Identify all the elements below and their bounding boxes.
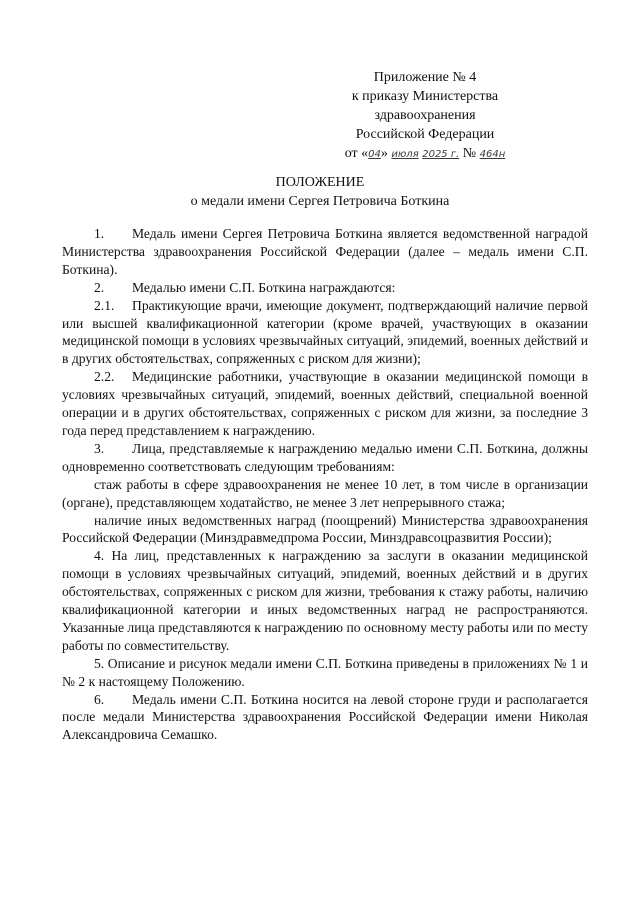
date-mid: » [380,146,388,161]
paragraph [62,279,588,297]
paragraph [62,225,588,279]
order-date-line [300,144,550,164]
date-year: 2025 г. [422,149,460,160]
appendix-number: Приложение № 4 [373,70,477,85]
paragraph [62,476,588,512]
order-number: 464н [479,149,506,160]
order-number-label: № [462,146,477,161]
paragraph-number: 2. [94,279,105,295]
paragraph [62,547,588,654]
paragraph-text: Медаль имени С.П. Боткина носится на левой стороне груди и располагается после медали Министерства здравоохранения Российской Федерации имени Николая Александровича Семашко. [62,691,588,743]
paragraph-number: 2.2. [94,369,115,385]
appendix-country: Российской Федерации [355,127,495,142]
paragraph [62,655,588,691]
appendix-ministry: здравоохранения [374,108,476,123]
paragraph-text: 5. Описание и рисунок медали имени С.П. Боткина приведены в приложениях № 1 и № 2 к настоящему Положению. [62,655,588,689]
document-title-block [0,173,640,211]
paragraph-text: Медаль имени Сергея Петровича Боткина является ведомственной наградой Министерства здравоохранения Российской Федерации (далее – медаль имени С.П. Боткина). [62,226,588,277]
paragraph-number: 6. [94,691,105,707]
paragraph-text: Медалью имени С.П. Боткина награждаются: [132,279,396,295]
paragraph-text: Медицинские работники, участвующие в оказании медицинской помощи в условиях чрезвычайных ситуаций, эпидемий, военных действий, специальной военной операции и в других обстоятельствах, сопряженных с риском для жизни, за последние 3 года перед представлением к награждению. [62,369,588,438]
paragraph-number: 2.1. [94,297,115,313]
paragraph-text: Лица, представляемые к награждению медалью имени С.П. Боткина, должны одновременно соответствовать следующим требованиям: [62,440,588,474]
appendix-order-ref: к приказу Министерства [351,89,499,104]
paragraph [62,368,588,440]
paragraph-text: стаж работы в сфере здравоохранения не менее 10 лет, в том числе в организации (органе), представляющем ходатайство, не менее 3 лет непрерывного стажа; [62,476,588,510]
document-body [62,225,588,744]
paragraph-number: 3. [94,440,105,456]
paragraph [62,691,588,745]
paragraph-number: 1. [94,226,105,241]
paragraph-text: наличие иных ведомственных наград (поощрений) Министерства здравоохранения Российской Федерации (Минздравмедпрома России, Минздравсоцразвития России); [62,512,588,546]
date-prefix: от « [344,146,369,161]
paragraph-text: Практикующие врачи, имеющие документ, подтверждающий наличие первой или высшей квалификационной категории (кроме врачей, участвующих в оказании медицинской помощи в условиях чрезвычайных ситуаций, эпидемий, военных действий и в других обстоятельствах, сопряженных с риском для жизни); [62,297,588,367]
date-month: июля [391,149,419,160]
paragraph-text: 4. На лиц, представленных к награждению за заслуги в оказании медицинской помощи в условиях чрезвычайных ситуаций, эпидемий, военных действий и в других обстоятельствах, сопряженных с риском для жизни, требования к стажу работы, наличию квалификационной категории и иных ведомственных наград не распространяются. Указанные лица представляются к награждению по основному месту работы или по месту работы по совместительству. [62,548,588,653]
paragraph [62,512,588,548]
document-subtitle: о медали имени Сергея Петровича Боткина [190,194,450,209]
paragraph [62,440,588,476]
appendix-header [300,68,550,164]
document-heading: ПОЛОЖЕНИЕ [275,175,365,190]
date-day: 04 [368,149,381,160]
paragraph [62,297,588,369]
